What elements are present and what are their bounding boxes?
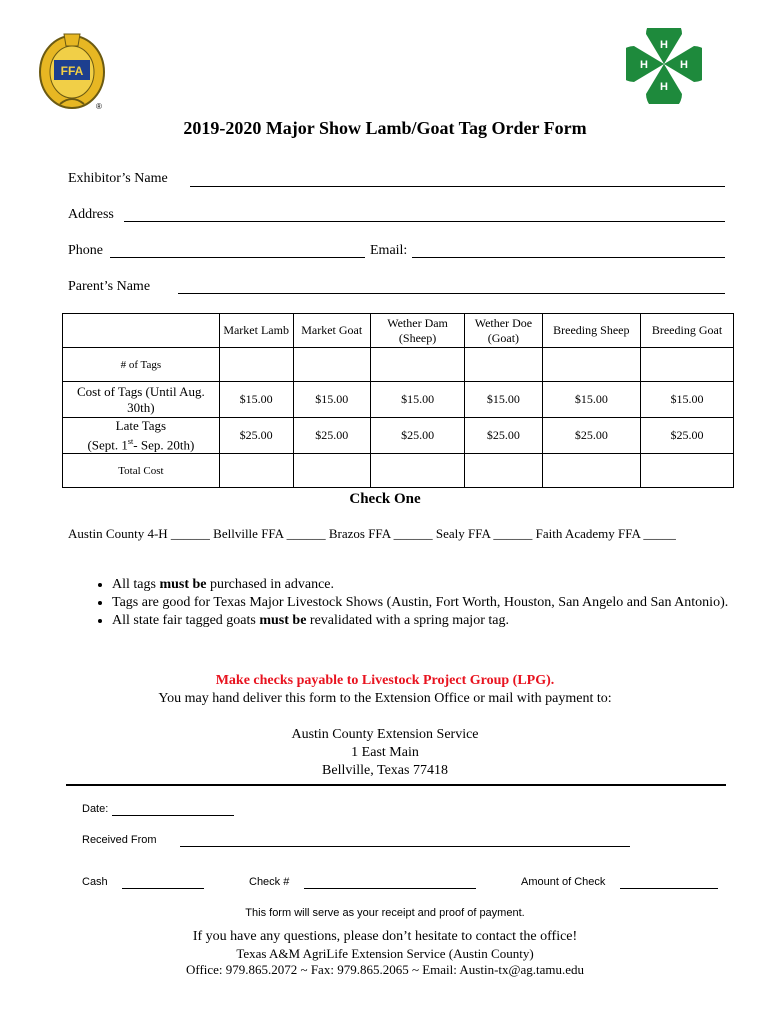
table-header-row — [63, 314, 734, 348]
clover-h-left: H — [640, 59, 648, 71]
phone-field[interactable] — [110, 257, 365, 258]
list-item: • All tags must be purchased in advance. — [112, 576, 752, 594]
late-tags-dates: (Sept. 1st- Sep. 20th) — [87, 437, 195, 453]
check-one-heading: Check One — [349, 491, 421, 507]
footer-contact: Office: 979.865.2072 ~ Fax: 979.865.2065 ~ Email: Austin-tx@ag.tamu.edu — [185, 962, 585, 977]
address-line-1: Austin County Extension Service — [291, 727, 479, 742]
cash-field[interactable] — [122, 888, 204, 889]
clover-h-bottom: H — [660, 81, 668, 93]
clover-h-top: H — [660, 39, 668, 51]
registered-mark: ® — [96, 102, 102, 111]
tag-order-table — [62, 313, 734, 488]
page-title: 2019-2020 Major Show Lamb/Goat Tag Order Form — [183, 118, 587, 138]
price-cell: $25.00 — [370, 418, 464, 454]
col-header: Breeding Goat — [641, 314, 734, 348]
tag-count-cell[interactable] — [542, 348, 640, 382]
total-cost-cell[interactable] — [542, 454, 640, 488]
tag-count-cell[interactable] — [370, 348, 464, 382]
row-label: # of Tags — [63, 348, 220, 382]
deliver-instructions: You may hand deliver this form to the Extension Office or mail with payment to: — [158, 691, 612, 706]
price-cell: $25.00 — [641, 418, 734, 454]
address-line-3: Bellville, Texas 77418 — [322, 763, 448, 778]
price-cell: $15.00 — [370, 382, 464, 418]
received-from-label: Received From — [82, 834, 157, 846]
tag-count-cell[interactable] — [219, 348, 293, 382]
list-item: • Tags are good for Texas Major Livestock Shows (Austin, Fort Worth, Houston, San Angelo and San Antonio). — [112, 594, 752, 612]
footer-organization: Texas A&M AgriLife Extension Service (Austin County) — [236, 946, 534, 961]
parent-name-label: Parent’s Name — [68, 279, 151, 294]
address-label: Address — [68, 207, 114, 222]
col-header: Market Goat — [293, 314, 370, 348]
price-cell: $25.00 — [219, 418, 293, 454]
parent-name-field[interactable] — [178, 293, 725, 294]
ffa-emblem-logo — [34, 24, 114, 114]
payable-notice: Make checks payable to Livestock Project Group (LPG). — [215, 673, 555, 688]
total-cost-cell[interactable] — [293, 454, 370, 488]
row-label: Cost of Tags (Until Aug. 30th) — [63, 382, 220, 418]
amount-of-check-label: Amount of Check — [521, 876, 606, 888]
footer-questions: If you have any questions, please don’t hesitate to contact the office! — [192, 929, 578, 944]
email-field[interactable] — [412, 257, 725, 258]
row-label: Total Cost — [63, 454, 220, 488]
cash-label: Cash — [82, 876, 108, 888]
price-cell: $15.00 — [641, 382, 734, 418]
exhibitor-name-label: Exhibitor’s Name — [68, 171, 168, 186]
exhibitor-name-field[interactable] — [190, 186, 725, 187]
clover-h-right: H — [680, 59, 688, 71]
table-row — [63, 348, 734, 382]
price-cell: $15.00 — [219, 382, 293, 418]
price-cell: $25.00 — [542, 418, 640, 454]
table-row — [63, 454, 734, 488]
table-row — [63, 382, 734, 418]
svg-text:FFA: FFA — [60, 64, 84, 78]
email-label: Email: — [370, 243, 408, 258]
school-options-line[interactable]: Austin County 4-H ______ Bellville FFA ______ Brazos FFA ______ Sealy FFA ______ Faith Academy FFA _____ — [68, 526, 676, 541]
total-cost-cell[interactable] — [370, 454, 464, 488]
price-cell: $15.00 — [542, 382, 640, 418]
col-header: Wether Dam (Sheep) — [370, 314, 464, 348]
row-label — [63, 418, 220, 454]
col-header: Breeding Sheep — [542, 314, 640, 348]
rules-list — [90, 576, 752, 630]
price-cell: $15.00 — [465, 382, 542, 418]
table-row — [63, 418, 734, 454]
check-number-field[interactable] — [304, 888, 476, 889]
table-corner-cell — [63, 314, 220, 348]
late-tags-label: Late Tags — [115, 418, 167, 433]
receipt-note: This form will serve as your receipt and proof of payment. — [245, 907, 525, 919]
address-field[interactable] — [124, 221, 725, 222]
four-h-clover-logo — [626, 28, 702, 104]
amount-of-check-field[interactable] — [620, 888, 718, 889]
price-cell: $25.00 — [465, 418, 542, 454]
received-from-field[interactable] — [180, 846, 630, 847]
col-header: Wether Doe (Goat) — [465, 314, 542, 348]
total-cost-cell[interactable] — [641, 454, 734, 488]
check-number-label: Check # — [249, 876, 290, 888]
list-item: • All state fair tagged goats must be revalidated with a spring major tag. — [112, 612, 752, 630]
section-divider — [66, 784, 726, 786]
total-cost-cell[interactable] — [219, 454, 293, 488]
col-header: Market Lamb — [219, 314, 293, 348]
tag-count-cell[interactable] — [641, 348, 734, 382]
tag-count-cell[interactable] — [293, 348, 370, 382]
date-label: Date: — [82, 803, 109, 815]
date-field[interactable] — [112, 815, 234, 816]
address-line-2: 1 East Main — [351, 745, 419, 760]
tag-count-cell[interactable] — [465, 348, 542, 382]
total-cost-cell[interactable] — [465, 454, 542, 488]
price-cell: $25.00 — [293, 418, 370, 454]
price-cell: $15.00 — [293, 382, 370, 418]
phone-label: Phone — [68, 243, 103, 258]
